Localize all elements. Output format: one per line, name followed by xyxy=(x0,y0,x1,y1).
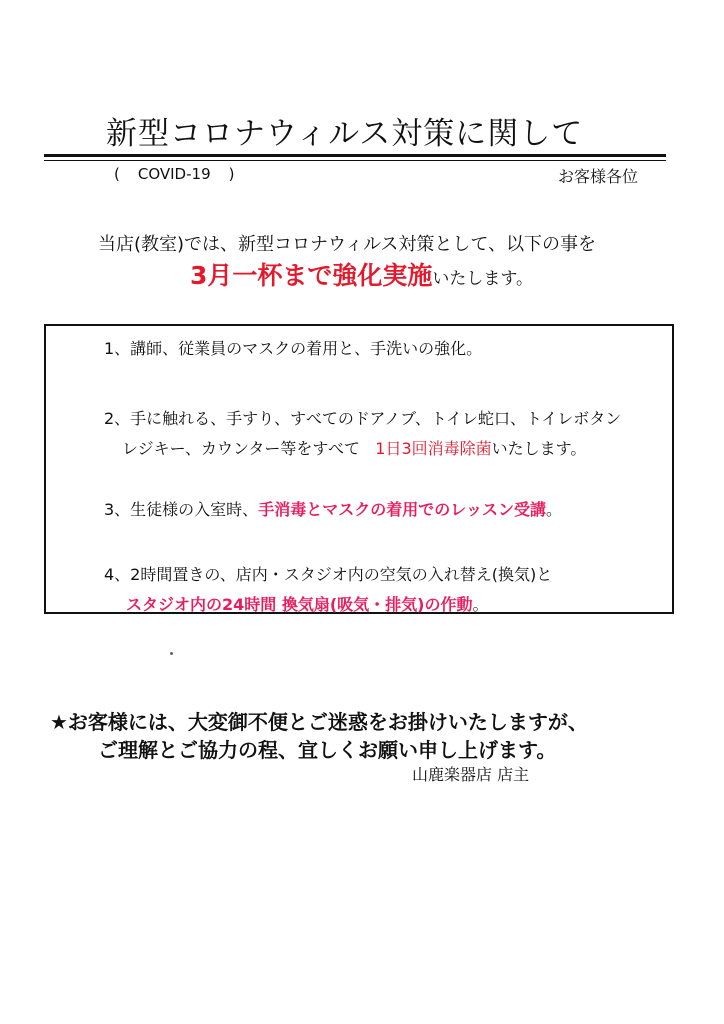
measure-item-2-line-1: 2、手に触れる、手すり、すべてのドアノブ、トイレ蛇口、トイレボタン xyxy=(104,409,622,428)
addressee: お客様各位 xyxy=(558,167,639,186)
measure-item-1: 1、講師、従業員のマスクの着用と、手洗いの強化。 xyxy=(104,339,483,358)
item-2-text: レジキー、カウンター等をすべて xyxy=(122,439,361,458)
item-2-highlight: 1日3回消毒除菌 xyxy=(375,439,492,458)
measure-item-3 xyxy=(104,497,562,520)
closing-line-1: ★お客様には、大変御不便とご迷惑をお掛けいたしますが、 xyxy=(50,710,588,734)
covid-label: COVID-19 xyxy=(137,165,211,183)
item-4-highlight: スタジオ内の24時間 換気扇(吸気・排気)の作動 xyxy=(126,595,473,614)
item-3-text: 3、生徒様の入室時、 xyxy=(104,500,259,519)
closing-line-2: ご理解とご協力の程、宜しくお願い申し上げます。 xyxy=(98,738,557,762)
intro-line-1: 当店(教室)では、新型コロナウィルス対策として、以下の事を xyxy=(98,234,597,255)
intro-highlight: 3月一杯まで強化実施 xyxy=(190,261,433,290)
measure-item-2-line-2 xyxy=(122,436,586,459)
covid-close-paren: ) xyxy=(228,165,235,183)
signature: 山鹿楽器店 店主 xyxy=(412,765,530,784)
intro-line-2 xyxy=(190,256,533,292)
covid-label-line xyxy=(114,165,234,183)
title-underline-thick xyxy=(44,154,666,157)
covid-open-paren: ( xyxy=(114,165,120,183)
item-2-tail: いたします。 xyxy=(491,439,587,458)
item-3-tail: 。 xyxy=(546,500,563,519)
measure-item-4-line-1: 4、2時間置きの、店内・スタジオ内の空気の入れ替え(換気)と xyxy=(104,565,553,584)
scan-speck xyxy=(170,652,173,655)
notice-title: 新型コロナウィルス対策に関して xyxy=(106,116,584,152)
intro-tail: いたします。 xyxy=(432,269,534,289)
title-underline-thin xyxy=(44,160,666,161)
item-4-tail: 。 xyxy=(472,595,489,614)
measure-item-4-line-2 xyxy=(126,592,488,615)
item-3-highlight: 手消毒とマスクの着用でのレッスン受講 xyxy=(258,500,547,519)
